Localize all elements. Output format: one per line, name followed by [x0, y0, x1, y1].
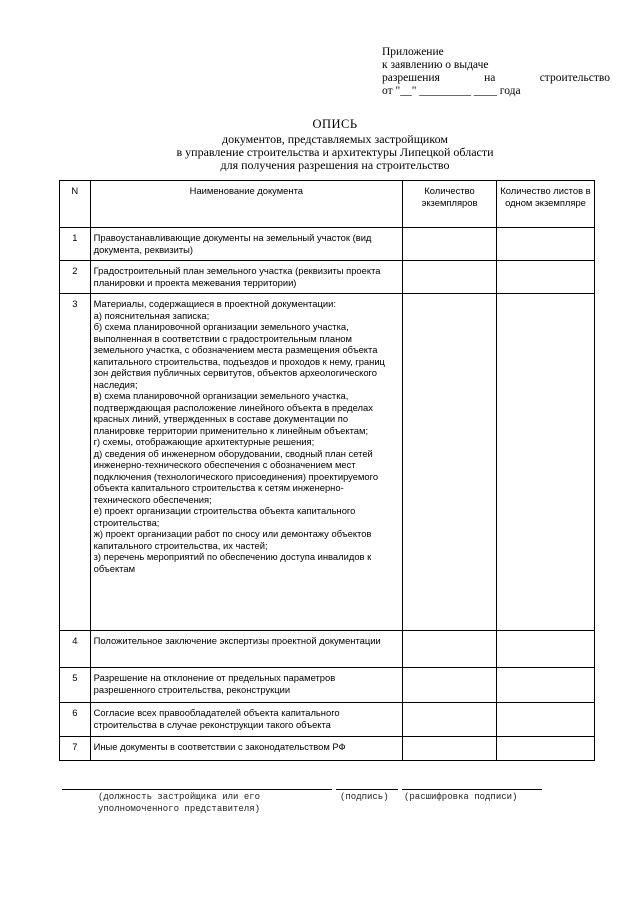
appendix-purpose-line	[382, 72, 610, 85]
row-sheets-cell	[496, 294, 594, 631]
appendix-date-line: от "__" _________ ____ года	[382, 85, 521, 97]
row-sheets-cell	[496, 631, 594, 668]
row-document-name: Материалы, содержащиеся в проектной документации: а) пояснительная записка; б) схема планировочной организации земельного участка, выполненная в соответствии с градостроительным планом земельного участка, с обозначением места размещения объекта капитального строительства, подъездов и проходов к нему, границ зон действия публичных сервитутов, объектов археологического наследия; в) схема планировочной организации земельного участка, подтверждающая расположение линейного объекта в пределах красных линий, утвержденных в составе документации по планировке территории применительно к линейным объектам; г) схемы, отображающие архитектурные решения; д) сведения об инженерном оборудовании, сводный план сетей инженерно-технического обеспечения с обозначением мест подключения (технологического присоединения) проектируемого объекта капитального строительства к сетям инженерно-технического обеспечения; е) проект организации строительства объекта капитального строительства; ж) проект организации работ по сносу или демонтажу объектов капитального строительства, их частей; з) перечень мероприятий по обеспечению доступа инвалидов к объектам	[90, 294, 402, 631]
appendix-header	[382, 46, 610, 98]
row-sheets-cell	[496, 703, 594, 737]
table-row	[60, 737, 595, 761]
row-copies-cell	[403, 228, 497, 261]
table-row	[60, 261, 595, 294]
decryption-caption: (расшифровка подписи)	[404, 792, 518, 802]
row-document-name: Иные документы в соответствии с законодательством РФ	[90, 737, 402, 761]
document-title-block	[150, 118, 520, 172]
signature-caption: (подпись)	[340, 792, 389, 802]
header-number: N	[60, 181, 91, 228]
header-sheets: Количество листов в одном экземпляре	[496, 181, 594, 228]
row-document-name: Разрешение на отклонение от предельных параметров разрешенного строительства, реконструкции	[90, 668, 402, 703]
appendix-word: разрешения	[382, 72, 440, 84]
row-copies-cell	[403, 668, 497, 703]
row-document-name: Согласие всех правообладателей объекта капитального строительства в случае реконструкции такого объекта	[90, 703, 402, 737]
row-copies-cell	[403, 261, 497, 294]
decryption-line	[402, 789, 542, 790]
row-document-name: Градостроительный план земельного участка (реквизиты проекта планировки и проекта межевания территории)	[90, 261, 402, 294]
row-sheets-cell	[496, 228, 594, 261]
row-number: 6	[60, 703, 91, 737]
row-copies-cell	[403, 294, 497, 631]
row-sheets-cell	[496, 737, 594, 761]
header-document-name: Наименование документа	[90, 181, 402, 228]
appendix-title: Приложение	[382, 46, 444, 58]
position-caption: (должность застройщика или его уполномоченного представителя)	[98, 792, 261, 814]
row-sheets-cell	[496, 668, 594, 703]
table-row	[60, 228, 595, 261]
documents-table	[59, 180, 595, 761]
row-document-name: Правоустанавливающие документы на земельный участок (вид документа, реквизиты)	[90, 228, 402, 261]
row-copies-cell	[403, 703, 497, 737]
position-signature-line	[62, 789, 332, 790]
appendix-word: строительство	[539, 72, 610, 84]
document-subtitle-line: документов, представляемых застройщиком	[222, 132, 448, 146]
table-row	[60, 631, 595, 668]
document-title: ОПИСЬ	[312, 117, 358, 131]
row-copies-cell	[403, 631, 497, 668]
signature-line	[336, 789, 398, 790]
table-row	[60, 668, 595, 703]
document-subtitle-line: в управление строительства и архитектуры Липецкой области	[176, 145, 494, 159]
row-document-name: Положительное заключение экспертизы проектной документации	[90, 631, 402, 668]
table-row	[60, 703, 595, 737]
row-number: 5	[60, 668, 91, 703]
row-number: 3	[60, 294, 91, 631]
row-sheets-cell	[496, 261, 594, 294]
row-number: 2	[60, 261, 91, 294]
row-number: 4	[60, 631, 91, 668]
document-subtitle-line: для получения разрешения на строительство	[220, 158, 450, 172]
row-number: 7	[60, 737, 91, 761]
appendix-subtitle: к заявлению о выдаче	[382, 59, 489, 71]
header-copies: Количество экземпляров	[403, 181, 497, 228]
table-row	[60, 294, 595, 631]
row-number: 1	[60, 228, 91, 261]
appendix-word: на	[484, 72, 496, 84]
row-copies-cell	[403, 737, 497, 761]
table-header-row	[60, 181, 595, 228]
